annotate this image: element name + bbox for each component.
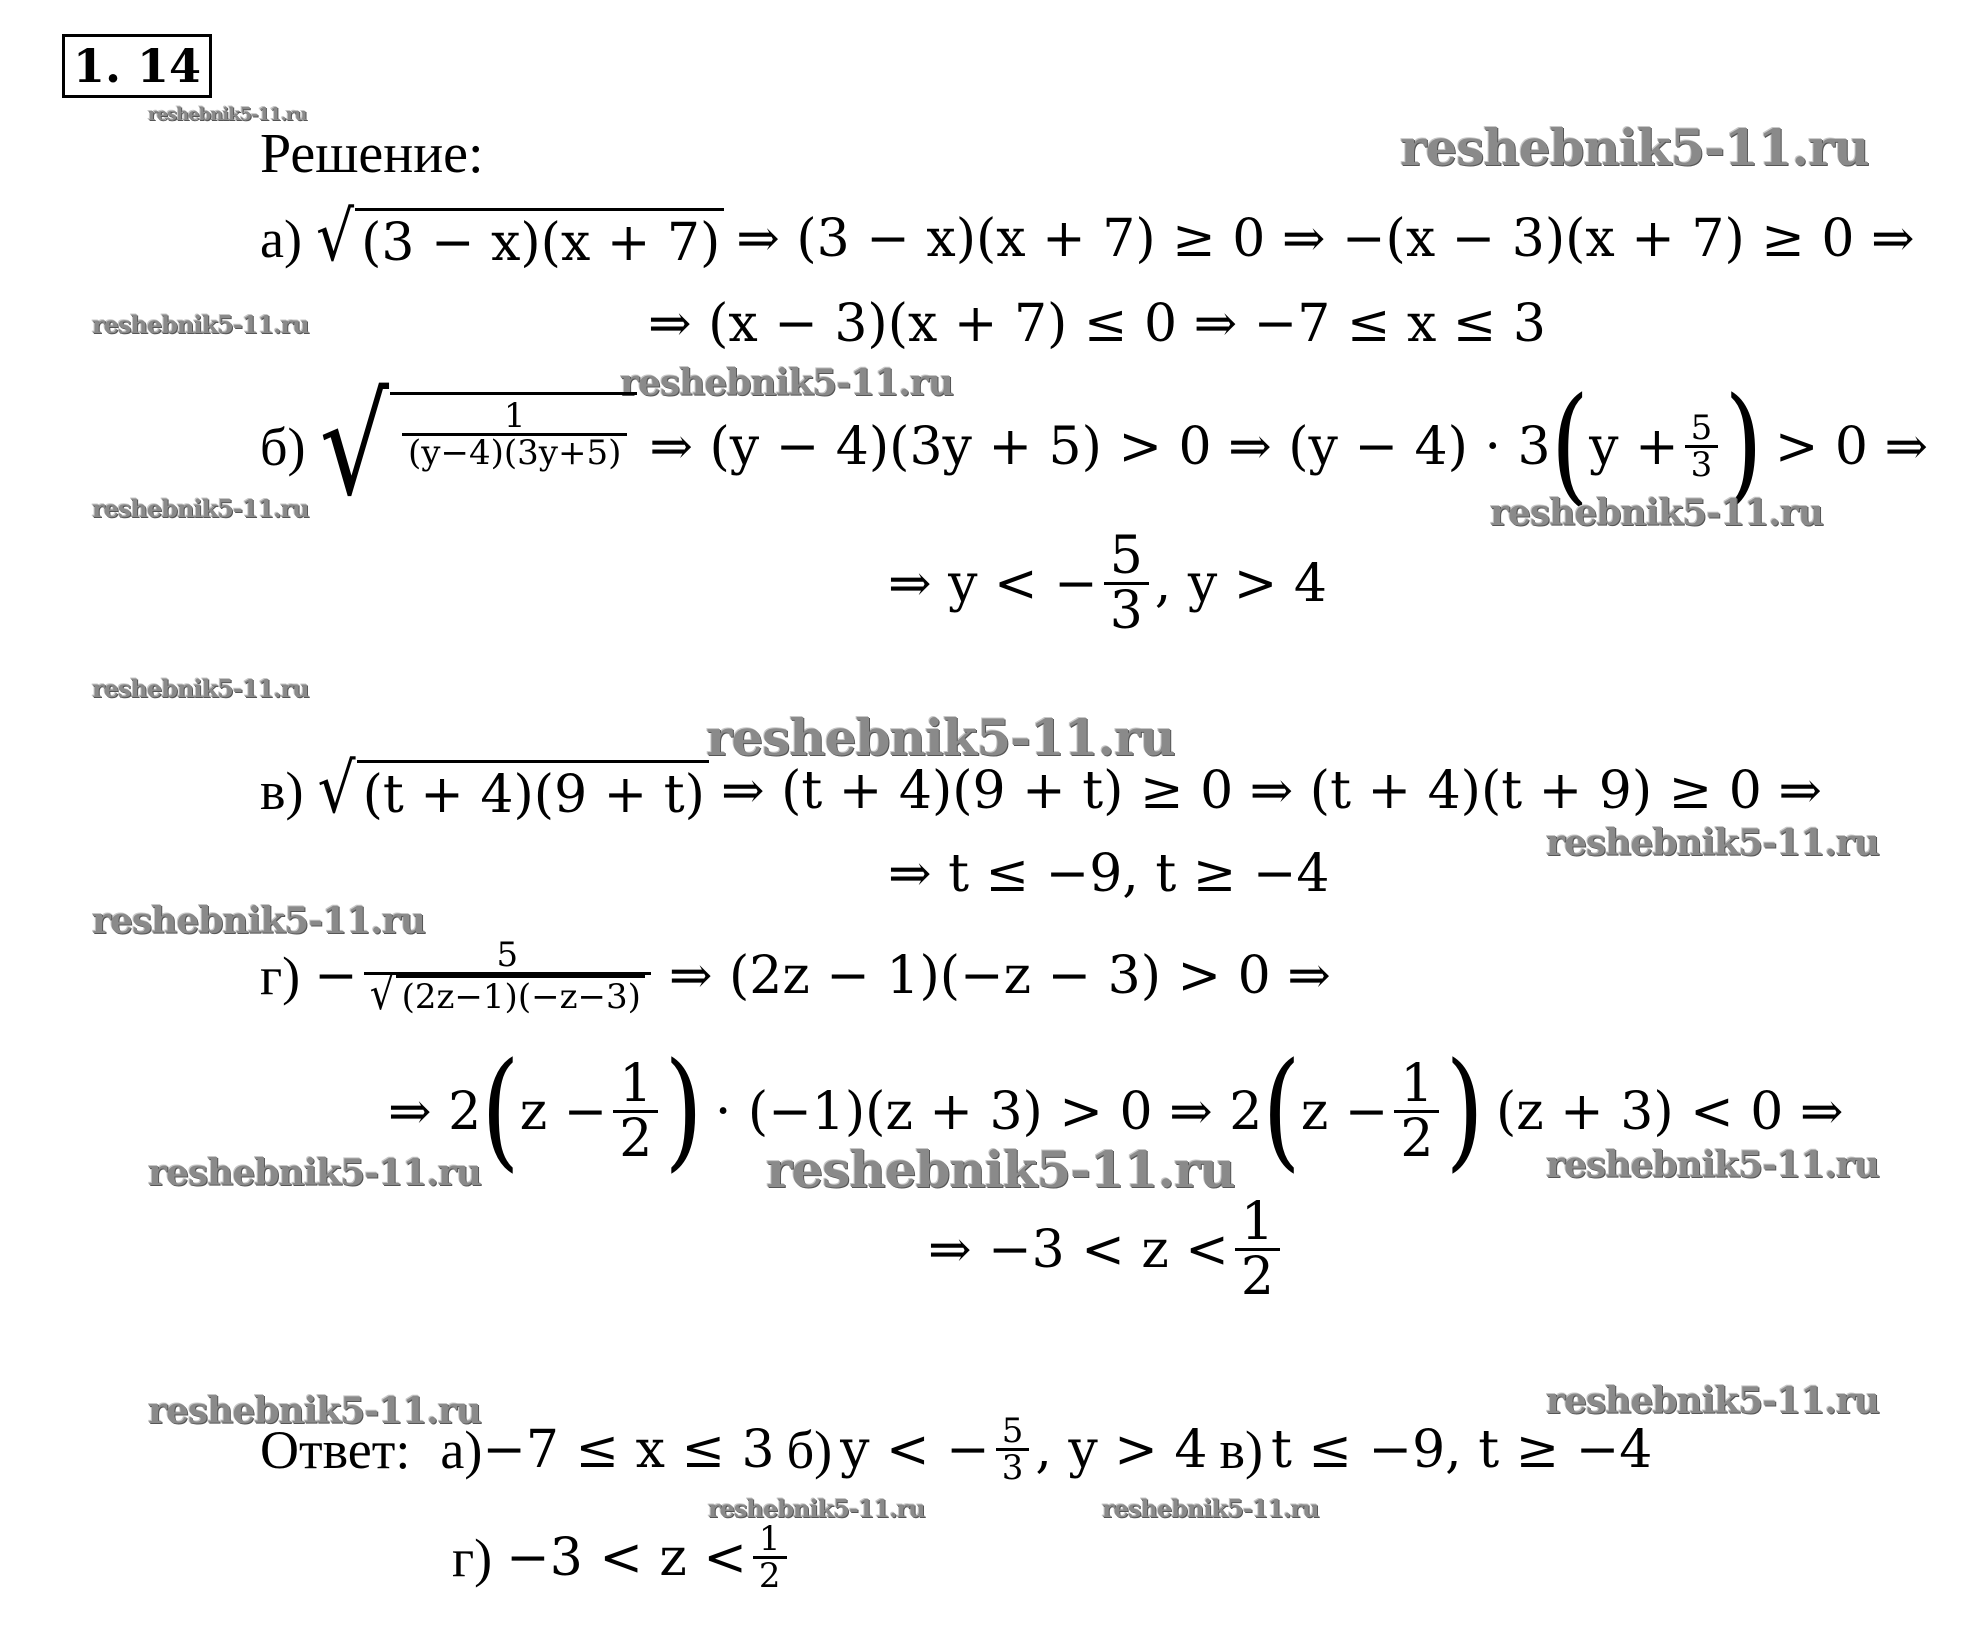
- part-b-line-1: б) √ $\frac{1}{(y-4)(3y+5)}$ ⇒ (y − 4)(3y + 5) > 0 ⇒ (y − 4) · 3 ( y + $\frac{5}{3}$ ) > 0 ⇒: [260, 367, 1929, 526]
- answer-label: Ответ:: [260, 1419, 411, 1480]
- watermark: reshebnik5-11.ru: [1546, 822, 1879, 864]
- watermark: reshebnik5-11.ru: [1546, 1144, 1879, 1186]
- fraction: $\frac{5}{3}$: [1685, 411, 1719, 482]
- watermark: reshebnik5-11.ru: [1546, 1380, 1879, 1422]
- part-d-line-1: г) − 5 √ (2z−1)(−z−3) ⇒ (2z − 1)(−z − 3) > 0 ⇒: [260, 935, 1331, 1021]
- watermark: reshebnik5-11.ru: [620, 362, 953, 404]
- part-b-line-2: ⇒ y < − $\frac{5}{3}$ , y > 4: [888, 526, 1327, 641]
- fraction: $\frac{1}{2}$: [1394, 1058, 1439, 1165]
- problem-number: 1. 14: [62, 34, 212, 98]
- fraction: $\frac{5}{3}$: [1104, 530, 1149, 637]
- part-c-line-2: ⇒ t ≤ −9, t ≥ −4: [888, 844, 1330, 904]
- sqrt-expression: √ $\frac{1}{(y-4)(3y+5)}$: [319, 392, 637, 501]
- watermark: reshebnik5-11.ru: [1490, 492, 1823, 534]
- watermark: reshebnik5-11.ru: [148, 1390, 481, 1432]
- watermark: reshebnik5-11.ru: [148, 104, 307, 125]
- part-a-label: а): [260, 208, 302, 269]
- watermark: reshebnik5-11.ru: [766, 1140, 1235, 1199]
- fraction: $\frac{1}{(y-4)(3y+5)}$: [402, 399, 627, 470]
- part-c-line-1: в) √ (t + 4)(9 + t) ⇒ (t + 4)(9 + t) ≥ 0 ⇒ (t + 4)(t + 9) ≥ 0 ⇒: [260, 748, 1822, 830]
- solution-heading: Решение:: [260, 123, 484, 185]
- part-a-line-1: [260, 196, 1915, 278]
- part-d-line-3: ⇒ −3 < z < $\frac{1}{2}$: [928, 1196, 1286, 1303]
- watermark: reshebnik5-11.ru: [1400, 118, 1869, 177]
- part-a-line-2: ⇒ (x − 3)(x + 7) ≤ 0 ⇒ −7 ≤ x ≤ 3: [648, 294, 1546, 354]
- sqrt-expression: √ (t + 4)(9 + t): [317, 760, 708, 821]
- watermark: reshebnik5-11.ru: [92, 494, 309, 523]
- part-d-line-2: ⇒ 2 ( z − $\frac{1}{2}$ ) · (−1)(z + 3) > 0 ⇒ 2 ( z − $\frac{1}{2}$ ) (z + 3) < 0 ⇒: [388, 1035, 1844, 1186]
- watermark: reshebnik5-11.ru: [92, 674, 309, 703]
- watermark: reshebnik5-11.ru: [706, 708, 1175, 767]
- answer-line-1: Ответ: а) −7 ≤ x ≤ 3 б) y < − $\frac{5}{3}$ , y > 4 в) t ≤ −9, t ≥ −4: [260, 1411, 1653, 1488]
- part-b-label: б): [260, 416, 306, 477]
- fraction: $\frac{1}{2}$: [613, 1058, 658, 1165]
- watermark: reshebnik5-11.ru: [92, 900, 425, 942]
- part-a-derivation: ⇒ (3 − x)(x + 7) ≥ 0 ⇒ −(x − 3)(x + 7) ≥ 0 ⇒: [736, 208, 1915, 269]
- sqrt-expression: √ (2z−1)(−z−3): [370, 975, 645, 1014]
- part-d-label: г): [260, 946, 301, 1007]
- sqrt-expression: √ (3 − x)(x + 7): [316, 208, 724, 269]
- fraction: $\frac{1}{2}$: [753, 1522, 787, 1593]
- watermark: reshebnik5-11.ru: [92, 310, 309, 339]
- part-c-label: в): [260, 760, 304, 821]
- fraction: $\frac{5}{3}$: [996, 1414, 1030, 1485]
- fraction: $\frac{1}{2}$: [1235, 1196, 1280, 1303]
- answer-line-2: г) −3 < z < $\frac{1}{2}$: [452, 1522, 793, 1593]
- watermark: reshebnik5-11.ru: [148, 1152, 481, 1194]
- watermark: reshebnik5-11.ru: [708, 1494, 925, 1523]
- watermark: reshebnik5-11.ru: [1102, 1494, 1319, 1523]
- fraction: 5 √ (2z−1)(−z−3): [364, 938, 651, 1014]
